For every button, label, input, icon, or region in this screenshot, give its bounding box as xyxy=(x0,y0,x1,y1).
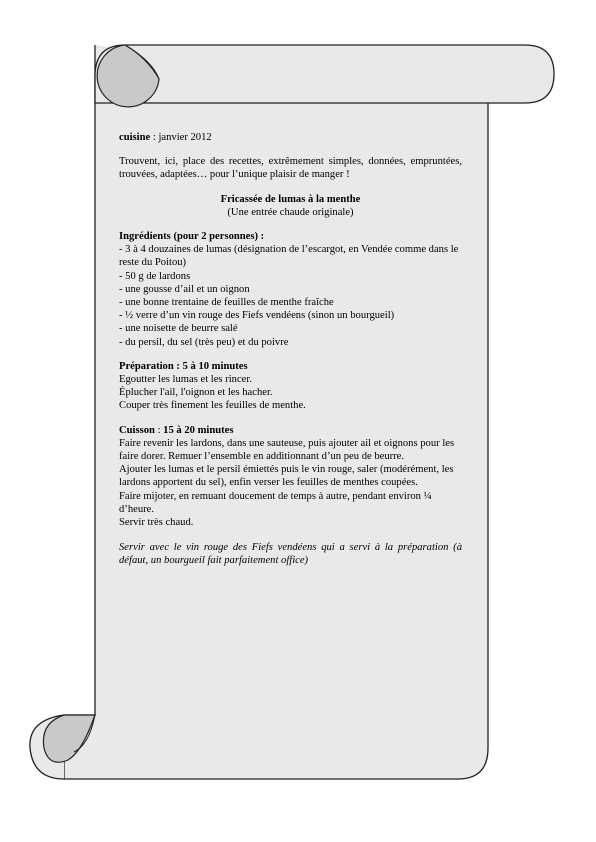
cuisson-heading xyxy=(119,424,462,437)
serving-note: Servir avec le vin rouge des Fiefs vendéens qui a servi à la préparation (à défaut, un bourgueil fait parfaitement office) xyxy=(119,542,462,567)
preparation-step: Couper très finement les feuilles de menthe. xyxy=(119,400,306,412)
cuisson-step: Faire revenir les lardons, dans une sauteuse, puis ajouter ail et oignons pour les faire dorer. Remuer l’ensemble en additionnant d’un peu de beurre. xyxy=(119,437,455,463)
cuisson-step: Servir très chaud. xyxy=(119,517,194,529)
cuisson-label: Cuisson xyxy=(119,424,155,436)
preparation-step: Egoutter les lumas et les rincer. xyxy=(119,374,252,386)
issue-date: janvier 2012 xyxy=(158,132,212,143)
intro-paragraph: Trouvent, ici, place des recettes, extrêmement simples, données, empruntées, trouvées, adaptées… pour l’unique plaisir de manger ! xyxy=(119,156,462,181)
ingredient-item: - une bonne trentaine de feuilles de menthe fraîche xyxy=(119,297,334,309)
ingredient-item: - une gousse d’ail et un oignon xyxy=(119,283,250,295)
recipe-title: Fricassée de lumas à la menthe xyxy=(220,193,361,205)
top-scroll-roll xyxy=(95,45,554,103)
cuisson-duration: 15 à 20 minutes xyxy=(163,424,234,436)
ingredient-item: - 3 à 4 douzaines de lumas (désignation de l’escargot, en Vendée comme dans le reste du Poitou) xyxy=(119,244,459,269)
ingredient-item: - une noisette de beurre salé xyxy=(119,323,238,335)
recipe-document xyxy=(119,131,462,568)
ingredients-heading: Ingrédients (pour 2 personnes) : xyxy=(119,231,265,243)
ingredient-item: - ½ verre d’un vin rouge des Fiefs vendéens (sinon un bourgueil) xyxy=(119,310,395,322)
ingredient-item: - 50 g de lardons xyxy=(119,270,191,282)
section-label: cuisine xyxy=(119,132,151,143)
header-line xyxy=(119,131,462,144)
header-separator: : xyxy=(150,132,159,143)
preparation-heading: Préparation : 5 à 10 minutes xyxy=(119,360,248,372)
cuisson-separator: : xyxy=(154,424,164,436)
preparation-step: Éplucher l'ail, l'oignon et les hacher. xyxy=(119,387,273,399)
cuisson-step: Ajouter les lumas et le persil émiettés puis le vin rouge, saler (modérément, les lardons apportent du sel), enfin verser les feuilles de menthes coupées. xyxy=(119,464,454,489)
ingredient-item: - du persil, du sel (très peu) et du poivre xyxy=(119,336,289,348)
recipe-subtitle: (Une entrée chaude originale) xyxy=(227,206,354,218)
cuisson-step: Faire mijoter, en remuant doucement de temps à autre, pendant environ ¼ d’heure. xyxy=(119,490,432,515)
